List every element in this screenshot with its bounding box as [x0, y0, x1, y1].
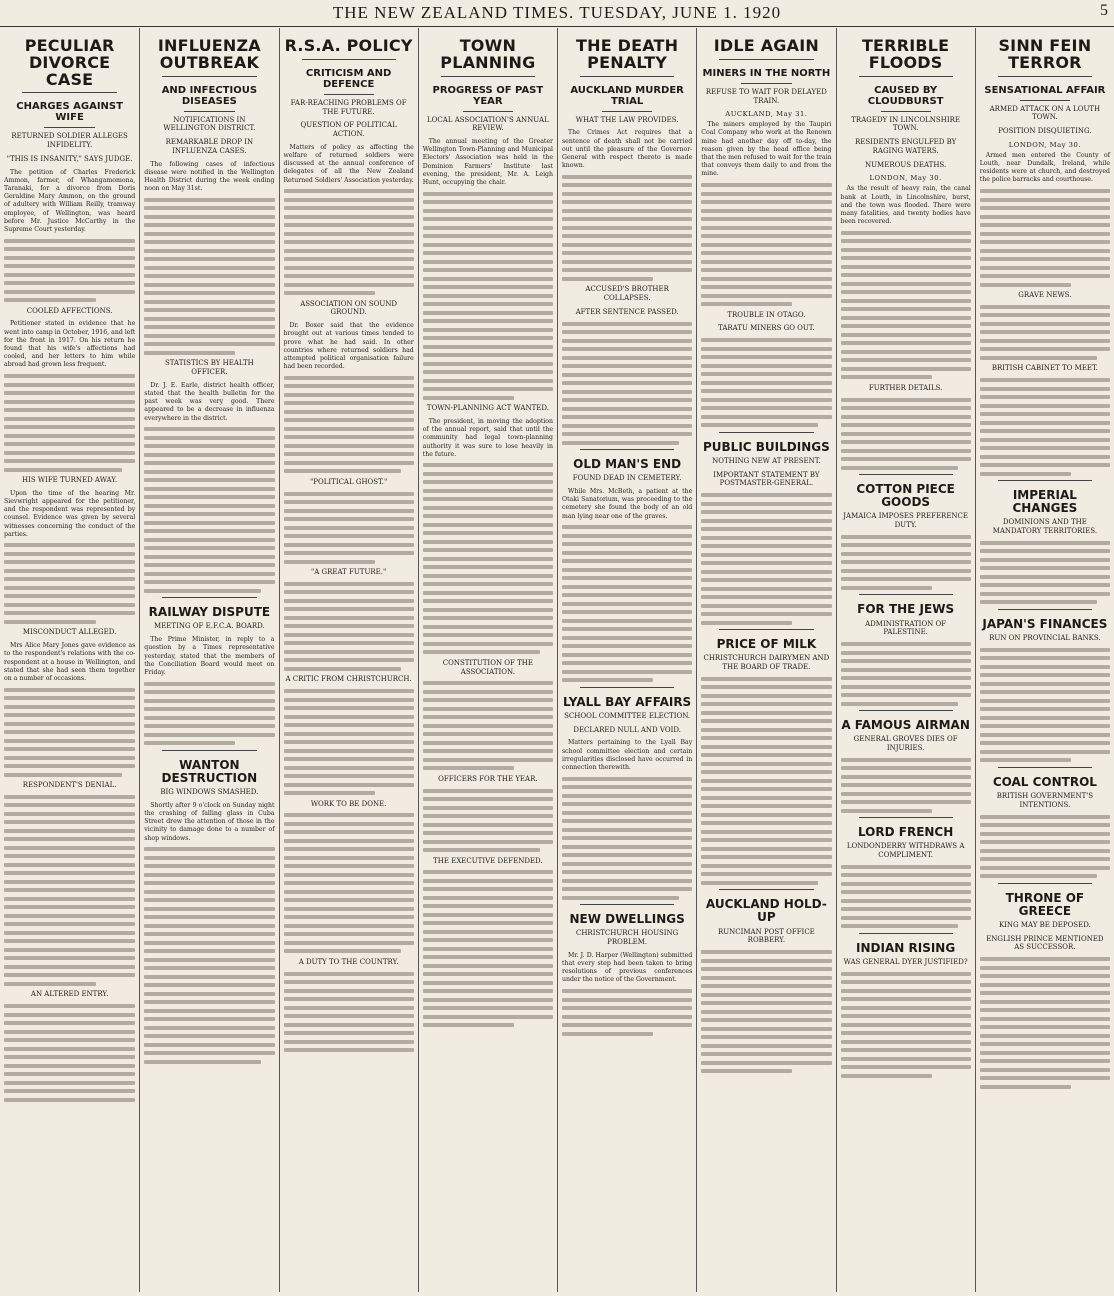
article-paragraph: The annual meeting of the Greater Wellington Town-Planning and Municipal Electors' Association was held in the Dominion Farmers' Institute last evening, the president, Mr. A. Leigh Hunt, occupying the chair.: [422, 138, 553, 187]
text-block: [841, 231, 971, 380]
text-block: [284, 972, 414, 1053]
text-block: [284, 689, 414, 795]
deck: LOCAL ASSOCIATION'S ANNUAL REVIEW.: [427, 115, 549, 133]
text-block: [701, 183, 831, 306]
divider: [719, 629, 813, 630]
headline-influenza: INFLUENZA OUTBREAK: [157, 36, 261, 72]
text-block: [841, 972, 971, 1078]
divider: [1020, 100, 1070, 101]
section-heading: GRAVE NEWS.: [1018, 291, 1072, 300]
divider: [184, 111, 234, 112]
article-paragraph: While Mrs. McBeth, a patient at the Otaki Sanatorium, was proceeding to the cemetery she found the body of an old man lying near one of the graves.: [562, 487, 693, 520]
dateline: LONDON, May 30.: [869, 174, 942, 183]
divider: [998, 767, 1092, 768]
column-rsa-policy: [279, 28, 418, 1292]
article-paragraph: Mrs Alice Mary Jones gave evidence as to the respondent's relations with the co-respondent at a house in Wellington, and stated that she had seen them together on a number of occasions.: [4, 642, 136, 682]
divider: [859, 710, 953, 711]
article-paragraph: Mr. J. D. Harper (Wellington) submitted that every step had been taken to bring resolutions of previous conferences under the notice of the Government.: [562, 951, 693, 984]
text-block: [701, 677, 831, 885]
deck: KING MAY BE DEPOSED.: [998, 920, 1091, 929]
column-idle-again: [696, 28, 835, 1292]
text-block: [980, 541, 1110, 605]
text-block: [423, 463, 553, 654]
divider: [859, 76, 953, 77]
text-block: [841, 642, 971, 706]
deck: GENERAL GROVES DIES OF INJURIES.: [853, 735, 958, 753]
section-heading: TOWN-PLANNING ACT WANTED.: [426, 404, 549, 413]
divider: [441, 76, 535, 77]
column-divorce-case: [0, 28, 139, 1292]
column-influenza: [139, 28, 278, 1292]
deck: RESIDENTS ENGULFED BY RAGING WATERS.: [854, 138, 957, 155]
divider: [580, 687, 674, 688]
article-paragraph: The president, in moving the adoption of the annual report, said that until the community had legal town-planning authority it was sure to lose heavily in the future.: [422, 417, 553, 458]
deck: LONDONDERRY WITHDRAWS A COMPLIMENT.: [846, 842, 965, 860]
deck: MEETING OF E.F.C.A. BOARD.: [154, 622, 265, 631]
deck: FOUND DEAD IN CEMETERY.: [572, 474, 682, 483]
text-block: [284, 813, 414, 953]
section-heading: ASSOCIATION ON SOUND GROUND.: [300, 299, 398, 317]
text-block: [980, 378, 1110, 476]
text-block: [562, 777, 692, 900]
text-block: [4, 1004, 135, 1102]
article-paragraph: Dr. Boxer said that the evidence brought out at various times tended to prove what he had said. In other countries where returned soldiers had attempted political organisation failure had been recorded.: [283, 322, 414, 371]
headline-rsa: R.S.A. POLICY: [284, 36, 413, 55]
deck: TRAGEDY IN LINCOLNSHIRE TOWN.: [851, 115, 960, 133]
deck: DOMINIONS AND THE MANDATORY TERRITORIES.: [992, 518, 1098, 536]
section-heading: A CRITIC FROM CHRISTCHURCH.: [285, 675, 412, 684]
deck: WAS GENERAL DYER JUSTIFIED?: [843, 958, 968, 967]
text-block: [144, 682, 274, 746]
text-block: [980, 815, 1110, 879]
text-block: [980, 189, 1110, 287]
column-terrible-floods: [836, 28, 975, 1292]
divider: [22, 92, 117, 93]
divider: [859, 817, 953, 818]
text-block: [4, 688, 135, 777]
text-block: [423, 870, 553, 1027]
divider: [302, 59, 396, 60]
article-paragraph: Dr. J. E. Earle, district health officer, stated that the health bulletin for the past week was very good. There appeared to be a decrease in influenza everywhere in the district.: [144, 381, 275, 422]
divider: [859, 933, 953, 934]
headline-famous-airman: A FAMOUS AIRMAN: [841, 718, 970, 733]
section-heading: HIS WIFE TURNED AWAY.: [21, 476, 118, 485]
section-heading: RESPONDENT'S DENIAL.: [22, 781, 117, 790]
section-heading: OFFICERS FOR THE YEAR.: [438, 774, 538, 783]
dateline: AUCKLAND, May 31.: [725, 110, 808, 119]
text-block: [4, 543, 135, 624]
deck: "THIS IS INSANITY," SAYS JUDGE.: [6, 154, 133, 163]
newspaper-title: THE NEW ZEALAND TIMES. TUESDAY, JUNE 1. 1920: [332, 3, 782, 22]
section-heading: BRITISH CABINET TO MEET.: [991, 364, 1098, 373]
divider: [44, 127, 95, 128]
divider: [719, 59, 813, 60]
text-block: [701, 493, 831, 625]
section-heading: "POLITICAL GHOST.": [310, 477, 388, 486]
section-heading: A DUTY TO THE COUNTRY.: [298, 957, 399, 966]
deck: ENGLISH PRINCE MENTIONED AS SUCCESSOR.: [986, 934, 1104, 952]
divider: [602, 111, 652, 112]
headline-terrible-floods: TERRIBLE FLOODS: [861, 36, 950, 72]
article-paragraph: The following cases of infectious disease were notified in the Wellington Health District during the week ending noon on May 31st.: [144, 160, 275, 193]
deck: RUN ON PROVINCIAL BANKS.: [989, 634, 1101, 643]
deck: BRITISH GOVERNMENT'S INTENTIONS.: [996, 792, 1094, 809]
headline-japans-finances: JAPAN'S FINANCES: [982, 616, 1108, 631]
headline-price-of-milk: PRICE OF MILK: [716, 637, 817, 652]
deck: REMARKABLE DROP IN INFLUENZA CASES.: [165, 138, 254, 155]
news-columns: [0, 28, 1114, 1292]
article-paragraph: Shortly after 9 o'clock on Sunday night the crashing of falling glass in Cuba Street drew the attention of those in the vicinity to damage done to a number of shop windows.: [144, 801, 275, 842]
text-block: [701, 950, 831, 1073]
text-block: [144, 427, 274, 593]
deck: CHRISTCHURCH DAIRYMEN AND THE BOARD OF TRADE.: [703, 654, 830, 671]
subhead-idle-again: MINERS IN THE NORTH: [702, 67, 831, 79]
headline-town-planning: TOWN PLANNING: [440, 36, 536, 72]
headline-lyall-bay: LYALL BAY AFFAIRS: [563, 694, 692, 709]
section-heading: STATISTICS BY HEALTH OFFICER.: [164, 359, 254, 377]
text-block: [4, 795, 135, 986]
deck: IMPORTANT STATEMENT BY POSTMASTER-GENERAL.: [713, 470, 820, 488]
text-block: [423, 192, 553, 400]
divider: [859, 474, 953, 475]
article-paragraph: The Crimes Act requires that a sentence of death shall not be carried out until the pleasure of the Governor-General with respect thereto is made known.: [562, 129, 693, 170]
deck: DECLARED NULL AND VOID.: [573, 725, 681, 734]
divider: [580, 449, 674, 450]
subhead-town-planning: PROGRESS OF PAST YEAR: [432, 84, 544, 107]
text-block: [284, 492, 414, 564]
deck: RETURNED SOLDIER ALLEGES INFIDELITY.: [11, 132, 128, 150]
deck: NOTIFICATIONS IN WELLINGTON DISTRICT.: [163, 115, 256, 133]
text-block: [4, 374, 135, 472]
section-heading: CONSTITUTION OF THE ASSOCIATION.: [442, 658, 533, 676]
page-number: 5: [1100, 2, 1108, 19]
text-block: [841, 535, 971, 590]
headline-auckland-hold-up: AUCKLAND HOLD-UP: [705, 897, 827, 925]
section-heading: "A GREAT FUTURE.": [311, 568, 387, 577]
text-block: [841, 398, 971, 470]
subhead-rsa: CRITICISM AND DEFENCE: [305, 67, 392, 90]
article-paragraph: The petition of Charles Frederick Ammon, farmer, of Whangamomona, Taranaki, for a divorce from Doris Geraldine Mary Ammon, on the ground of adultery with William Reilly, tramway employee, of Wellington, was heard before Mr. Justice McCarthy in the Supreme Court yesterday.: [4, 168, 136, 233]
headline-coal-control: COAL CONTROL: [992, 774, 1097, 789]
deck: QUESTION OF POLITICAL ACTION.: [300, 121, 397, 139]
text-block: [562, 322, 692, 445]
subhead-influenza: AND INFECTIOUS DISEASES: [161, 84, 258, 107]
headline-railway: RAILWAY DISPUTE: [148, 605, 271, 620]
headline-public-buildings: PUBLIC BUILDINGS: [703, 439, 830, 454]
headline-old-man: OLD MAN'S END: [573, 457, 682, 472]
headline-idle-again: IDLE AGAIN: [713, 36, 819, 55]
text-block: [701, 338, 831, 427]
deck: NUMEROUS DEATHS.: [865, 160, 947, 169]
article-paragraph: Armed men entered the County of Louth, near Dundalk, Ireland, while residents were at church, and destroyed the police barracks and courthouse.: [979, 151, 1110, 184]
text-block: [980, 957, 1110, 1089]
text-block: [841, 758, 971, 813]
deck: TARATU MINERS GO OUT.: [718, 324, 815, 333]
dateline: LONDON, May 30.: [1008, 140, 1081, 149]
headline-throne-of-greece: THRONE OF GREECE: [1005, 890, 1085, 918]
headline-cotton-piece-goods: COTTON PIECE GOODS: [856, 482, 955, 510]
headline-for-the-jews: FOR THE JEWS: [857, 602, 955, 617]
article-paragraph: The miners employed by the Taupiri Coal Company who work at the Renown mine had another day off to-day, the reason given by the head office being that the men refused to wait for the train that conveys them daily to and from the mine.: [701, 121, 832, 178]
divider: [998, 76, 1092, 77]
text-block: [144, 847, 274, 1064]
text-block: [423, 681, 553, 770]
divider: [162, 597, 256, 598]
text-block: [562, 175, 692, 281]
text-block: [284, 189, 414, 295]
section-heading: THE EXECUTIVE DEFENDED.: [433, 856, 543, 865]
deck: NOTHING NEW AT PRESENT.: [712, 456, 821, 465]
article-paragraph: Matters pertaining to the Lyall Bay school committee election and certain irregularities disclosed have occurred in connection therewith.: [562, 739, 693, 771]
text-block: [423, 789, 553, 853]
divider: [998, 480, 1092, 481]
text-block: [144, 198, 274, 355]
divider: [580, 76, 674, 77]
headline-wanton: WANTON DESTRUCTION: [161, 757, 258, 785]
subhead-death-penalty: AUCKLAND MURDER TRIAL: [570, 84, 684, 107]
article-paragraph: Upon the time of the hearing Mr. Sievwright appeared for the petitioner, and the respondent was represented by counsel. Evidence was given by several witnesses concerning the conduct of the parties.: [4, 489, 136, 538]
headline-indian-rising: INDIAN RISING: [856, 940, 956, 955]
section-heading: COOLED AFFECTIONS.: [26, 306, 113, 315]
column-sinn-fein: [975, 28, 1114, 1292]
deck: SCHOOL COMMITTEE ELECTION.: [564, 711, 691, 720]
divider: [741, 83, 791, 84]
section-heading: TROUBLE IN OTAGO.: [727, 310, 806, 319]
headline-death-penalty: THE DEATH PENALTY: [575, 36, 679, 72]
deck: POSITION DISQUIETING.: [998, 127, 1092, 136]
text-block: [4, 239, 135, 303]
section-heading: MISCONDUCT ALLEGED.: [22, 628, 117, 637]
column-death-penalty: [557, 28, 696, 1292]
divider: [881, 111, 931, 112]
divider: [162, 76, 256, 77]
headline-imperial-changes: IMPERIAL CHANGES: [1012, 488, 1078, 516]
text-block: [980, 305, 1110, 360]
divider: [998, 609, 1092, 610]
deck: BIG WINDOWS SMASHED.: [160, 788, 259, 797]
text-block: [980, 648, 1110, 763]
deck: RUNCIMAN POST OFFICE ROBBERY.: [717, 927, 815, 945]
deck: ADMINISTRATION OF PALESTINE.: [865, 619, 947, 637]
deck: CHRISTCHURCH HOUSING PROBLEM.: [575, 929, 679, 947]
divider: [719, 432, 813, 433]
article-paragraph: The Prime Minister, in reply to a question by a Times representative yesterday, stated that the members of the Conciliation Board would meet on Friday.: [144, 636, 275, 676]
section-heading: WORK TO BE DONE.: [310, 799, 387, 808]
headline-sinn-fein: SINN FEIN TERROR: [998, 36, 1092, 72]
divider: [324, 94, 374, 95]
deck: REFUSE TO WAIT FOR DELAYED TRAIN.: [705, 87, 827, 105]
headline-lord-french: LORD FRENCH: [857, 825, 954, 840]
subhead-divorce: CHARGES AGAINST WIFE: [16, 101, 123, 124]
divider: [463, 111, 513, 112]
article-paragraph: Matters of policy as affecting the welfare of returned soldiers were discussed at the annual conference of delegates of all the New Zealand Returned Soldiers' Association yesterday.: [283, 143, 414, 184]
text-block: [841, 865, 971, 929]
deck: WHAT THE LAW PROVIDES.: [575, 115, 679, 124]
text-block: [284, 376, 414, 474]
divider: [998, 883, 1092, 884]
section-heading: ACCUSED'S BROTHER COLLAPSES.: [585, 285, 669, 303]
section-heading: AN ALTERED ENTRY.: [30, 990, 109, 999]
deck: JAMAICA IMPOSES PREFERENCE DUTY.: [843, 512, 969, 530]
text-block: [562, 525, 692, 682]
divider: [859, 594, 953, 595]
article-paragraph: As the result of heavy rain, the canal bank at Louth, in Lincolnshire, burst, and the town was flooded. There were many fatalities, and twenty bodies have been recovered.: [840, 185, 971, 226]
headline-new-dwellings: NEW DWELLINGS: [569, 912, 685, 927]
divider: [580, 904, 674, 905]
section-heading: FURTHER DETAILS.: [868, 383, 943, 392]
deck: AFTER SENTENCE PASSED.: [575, 307, 679, 316]
divider: [162, 750, 256, 751]
headline-divorce: PECULIAR DIVORCE CASE: [24, 36, 115, 89]
column-town-planning: [418, 28, 557, 1292]
deck: ARMED ATTACK ON A LOUTH TOWN.: [989, 104, 1101, 122]
deck: FAR-REACHING PROBLEMS OF THE FUTURE.: [290, 98, 407, 116]
text-block: [284, 582, 414, 671]
article-paragraph: Petitioner stated in evidence that he went into camp in October, 1916, and left for the front in 1917. On his return he found that his wife's affections had cooled, and her letters to him while abroad had grown less frequent.: [4, 320, 136, 369]
text-block: [562, 989, 692, 1036]
masthead: [0, 0, 1114, 27]
subhead-sinn-fein: SENSATIONAL AFFAIR: [984, 84, 1106, 96]
subhead-terrible-floods: CAUSED BY CLOUDBURST: [867, 84, 944, 107]
divider: [719, 889, 813, 890]
